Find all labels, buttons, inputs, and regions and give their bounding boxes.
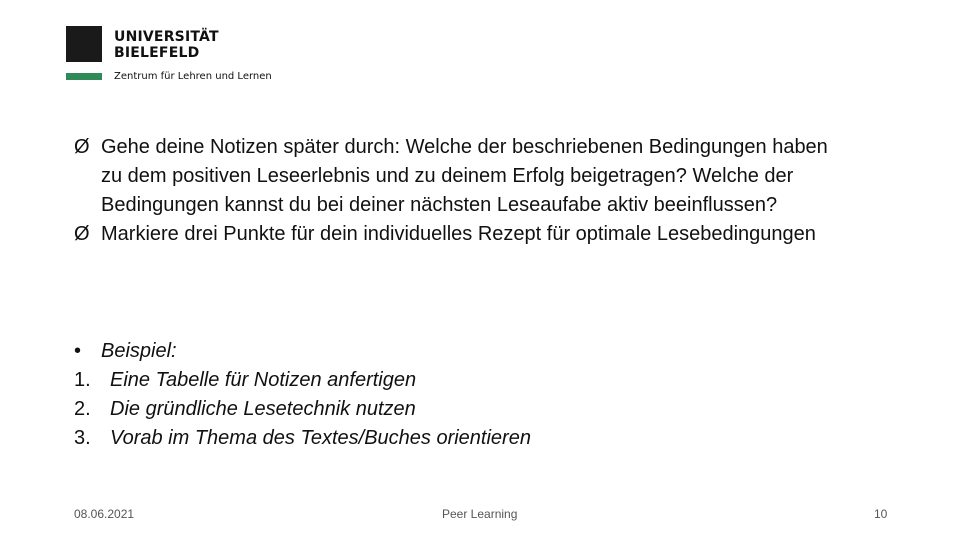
logo-square-icon — [66, 26, 102, 62]
list-item-number: 3. — [74, 427, 91, 449]
logo-line-1: UNIVERSITÄT — [114, 29, 219, 45]
round-bullet-icon: • — [74, 340, 82, 362]
instruction-list — [74, 133, 854, 249]
list-item-number: 1. — [74, 369, 91, 391]
list-item-text: Vorab im Thema des Textes/Buches orientieren — [110, 427, 531, 449]
logo-green-bar — [66, 73, 102, 80]
list-item — [74, 366, 531, 395]
footer-title: Peer Learning — [442, 507, 518, 521]
example-list — [74, 337, 531, 453]
logo-wordmark — [114, 29, 219, 61]
arrow-bullet-icon: Ø — [74, 136, 90, 158]
arrow-bullet-icon: Ø — [74, 223, 90, 245]
list-item-text: Eine Tabelle für Notizen anfertigen — [110, 369, 417, 391]
example-heading — [74, 337, 531, 366]
list-item-text: Die gründliche Lesetechnik nutzen — [110, 398, 416, 420]
page-number: 10 — [874, 507, 888, 521]
list-item — [74, 395, 531, 424]
logo-subtitle: Zentrum für Lehren und Lernen — [114, 71, 272, 82]
instruction-item — [74, 220, 854, 249]
instruction-text: Gehe deine Notizen später durch: Welche der beschriebenen Bedingungen haben zu dem positiven Leseerlebnis und zu deinem Erfolg beigetragen? Welche der Bedingungen kannst du bei deiner nächsten Leseaufabe aktiv beeinflussen? — [101, 136, 828, 216]
footer-date: 08.06.2021 — [74, 507, 135, 521]
instruction-item — [74, 133, 854, 220]
list-item-number: 2. — [74, 398, 91, 420]
list-item — [74, 424, 531, 453]
instruction-text: Markiere drei Punkte für dein individuelles Rezept für optimale Lesebedingungen — [101, 223, 816, 245]
example-label: Beispiel: — [101, 340, 177, 362]
logo-line-2: BIELEFELD — [114, 45, 200, 61]
